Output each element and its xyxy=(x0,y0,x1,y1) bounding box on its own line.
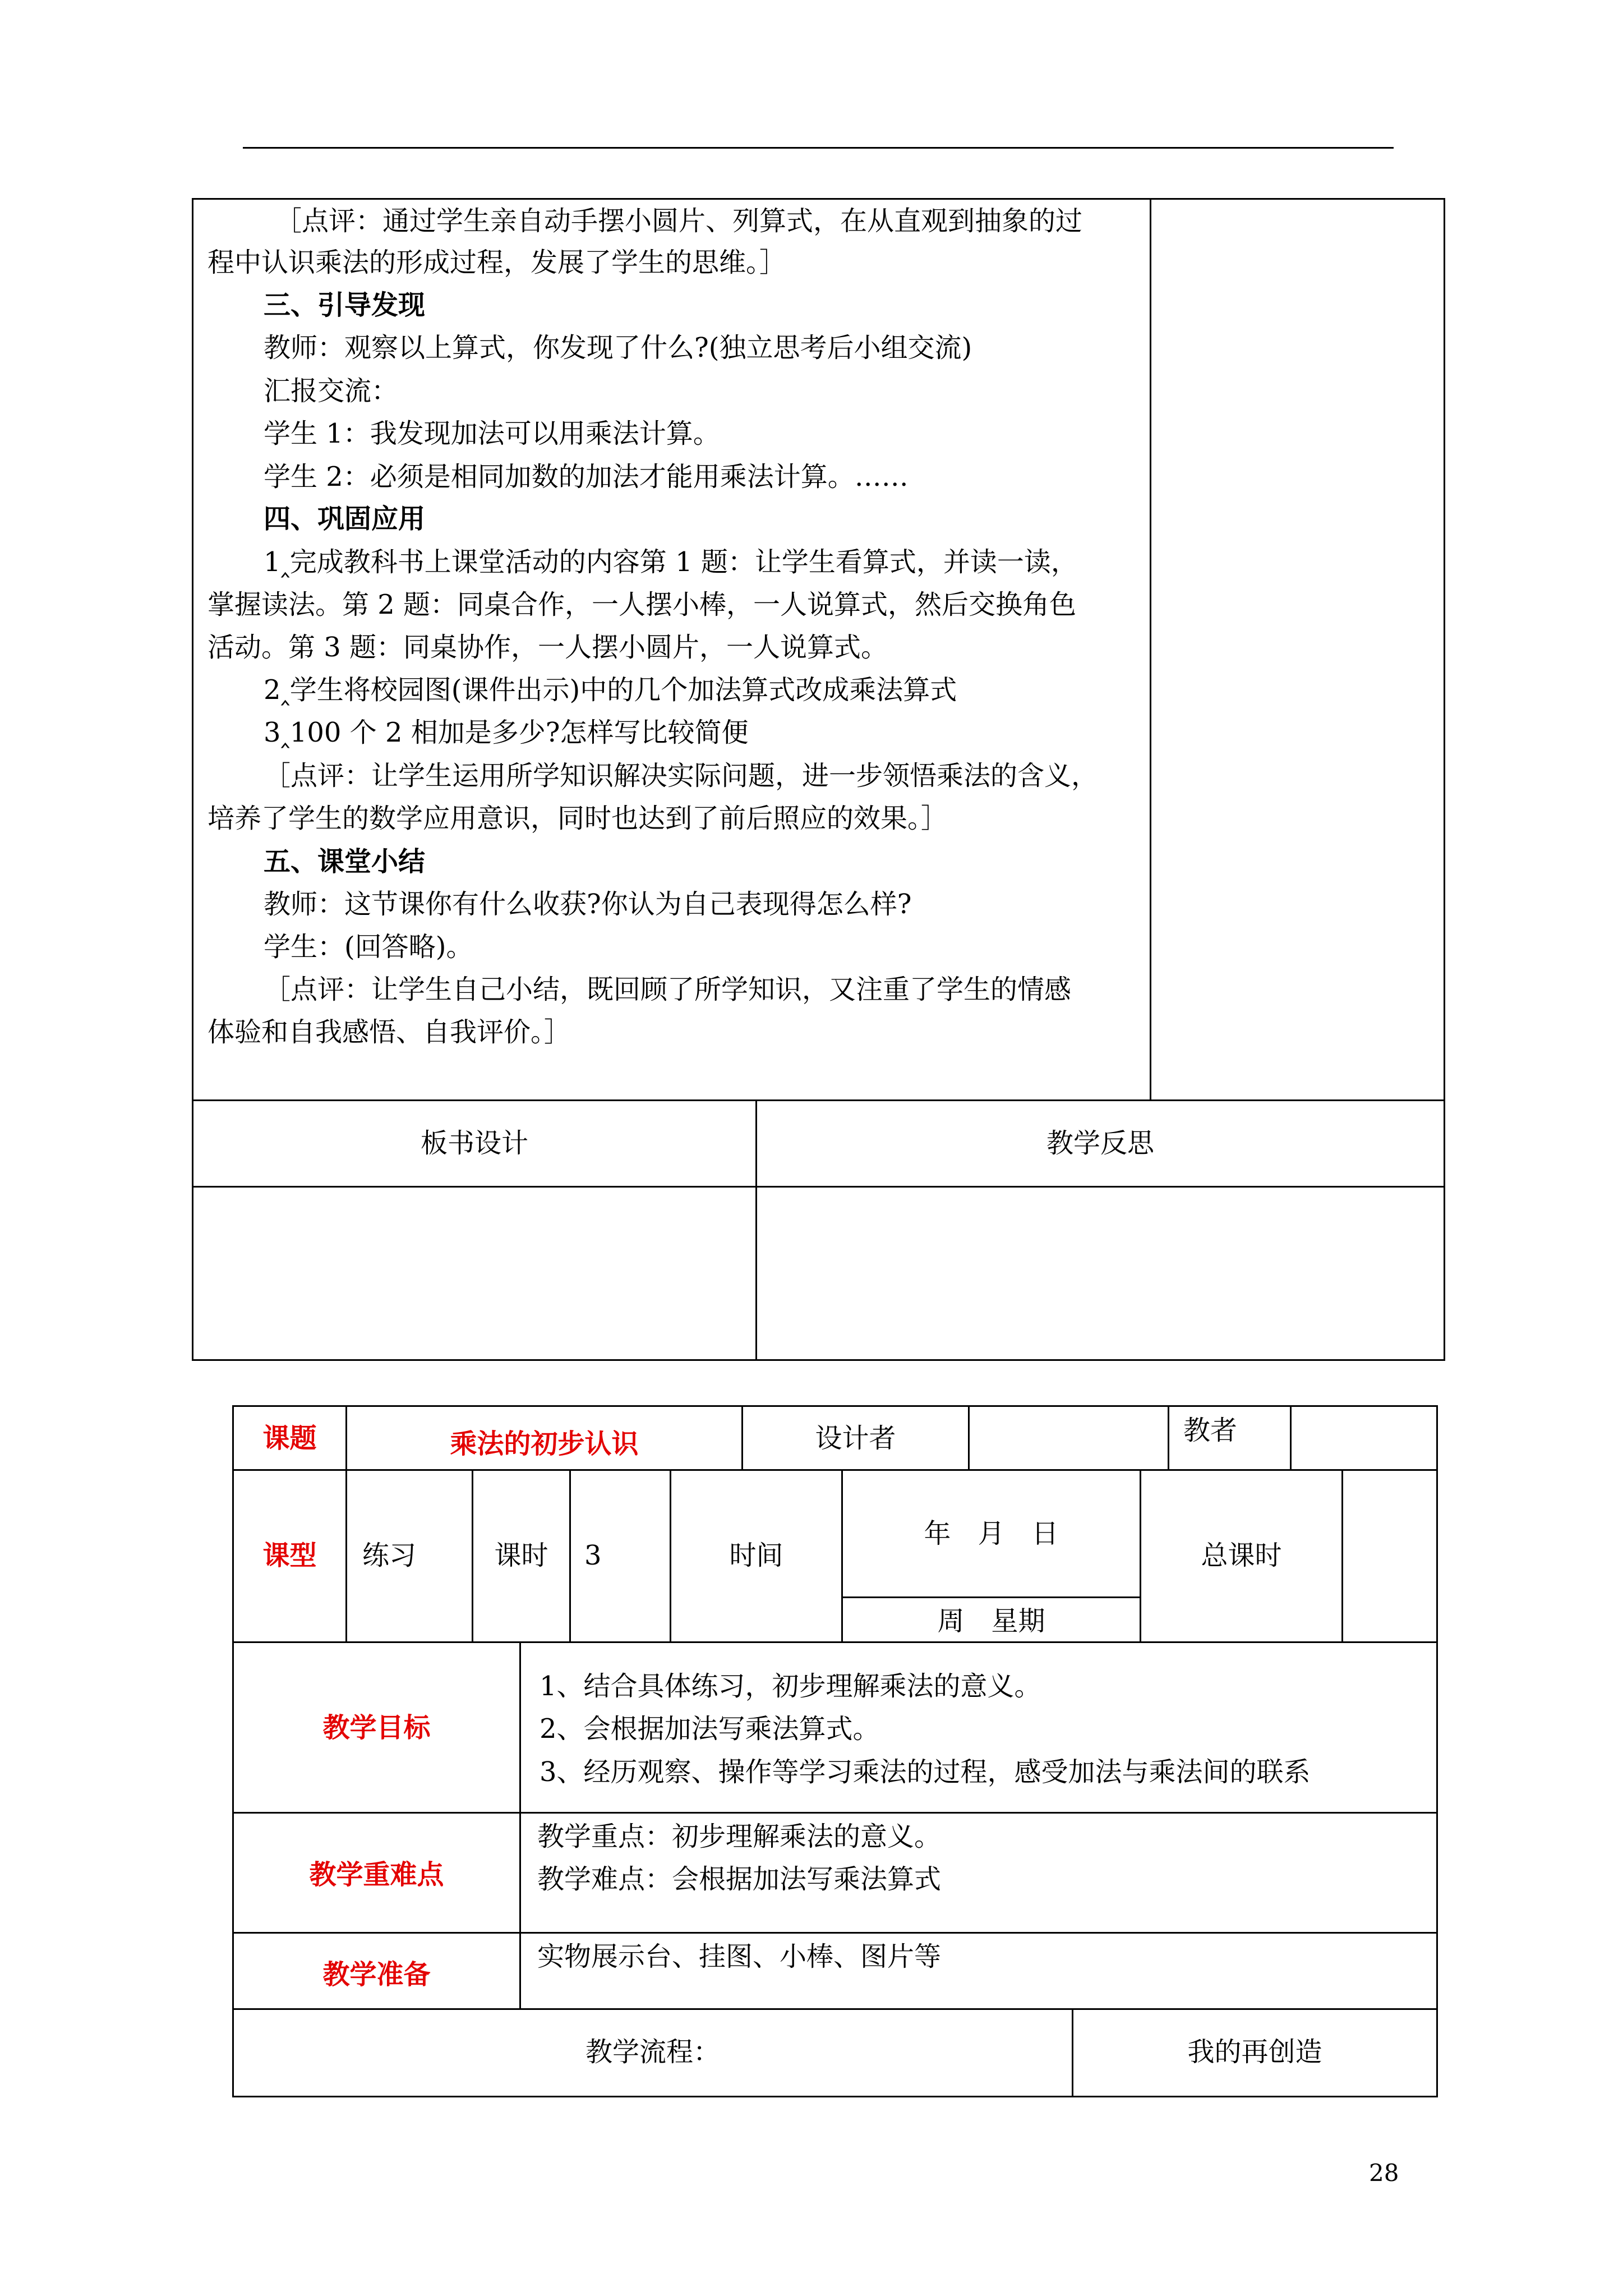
key-points-label: 教学重难点 xyxy=(309,1859,444,1890)
page-number: 28 xyxy=(1369,2159,1399,2187)
board-design-label: 板书设计 xyxy=(420,1128,528,1159)
total-periods-value xyxy=(1343,1471,1436,1641)
student-2-answer: 学生 2：必须是相同加数的加法才能用乘法计算。…… xyxy=(264,461,909,493)
recreate-label: 我的再创造 xyxy=(1187,2036,1322,2068)
week-line: 周 星期 xyxy=(937,1605,1045,1637)
section-heading-guide: 三、引导发现 xyxy=(264,289,426,321)
goal-item-2: 2、会根据加法写乘法算式。 xyxy=(540,1713,880,1745)
teaching-reflection-label: 教学反思 xyxy=(1046,1128,1154,1159)
key-point-focus: 教学重点：初步理解乘法的意义。 xyxy=(537,1821,942,1852)
student-1-answer: 学生 1：我发现加法可以用乘法计算。 xyxy=(264,418,720,449)
review-comment-1-cont: 程中认识乘法的形成过程，发展了学生的思维。］ xyxy=(208,247,787,278)
teacher-value xyxy=(1292,1407,1436,1469)
review-comment-2: ［点评：让学生运用所学知识解决实际问题，进一步领悟乘法的含义， xyxy=(264,760,1099,792)
designer-label: 设计者 xyxy=(815,1423,896,1454)
report-exchange: 汇报交流： xyxy=(264,375,399,407)
review-comment-3: ［点评：让学生自己小结，既回顾了所学知识，又注重了学生的情感 xyxy=(264,974,1072,1005)
review-comment-2-cont: 培养了学生的数学应用意识，同时也达到了前后照应的效果。］ xyxy=(208,803,948,834)
type-value: 练习 xyxy=(362,1540,417,1571)
practice-item-2: 2‸学生将校园图(课件出示)中的几个加法算式改成乘法算式 xyxy=(264,674,957,706)
topic-value: 乘法的初步认识 xyxy=(450,1428,639,1460)
review-comment-1: ［点评：通过学生亲自动手摆小圆片、列算式，在从直观到抽象的过 xyxy=(275,205,1083,237)
practice-item-1: 1‸完成教科书上课堂活动的内容第 1 题：让学生看算式，并读一读， xyxy=(264,546,1078,578)
total-periods-label: 总课时 xyxy=(1201,1540,1282,1571)
summary-teacher: 教师：这节课你有什么收获?你认为自己表现得怎么样? xyxy=(264,889,912,920)
time-label: 时间 xyxy=(729,1540,783,1571)
goal-item-3: 3、经历观察、操作等学习乘法的过程，感受加法与乘法间的联系 xyxy=(540,1756,1311,1788)
section-heading-practice: 四、巩固应用 xyxy=(264,503,426,535)
topic-label: 课题 xyxy=(262,1423,317,1454)
period-value: 3 xyxy=(584,1540,602,1571)
date-line: 年 月 日 xyxy=(924,1518,1059,1549)
prep-value: 实物展示台、挂图、小棒、图片等 xyxy=(537,1941,942,1972)
teacher-question: 教师：观察以上算式，你发现了什么?(独立思考后小组交流) xyxy=(264,332,972,364)
teacher-label: 教者 xyxy=(1183,1415,1238,1446)
practice-item-3: 3‸100 个 2 相加是多少?怎样写比较简便 xyxy=(264,717,749,748)
practice-item-1-cont-a: 掌握读法。第 2 题：同桌合作，一人摆小棒，一人说算式，然后交换角色 xyxy=(208,589,1077,620)
goal-item-1: 1、结合具体练习，初步理解乘法的意义。 xyxy=(540,1671,1041,1702)
review-comment-3-cont: 体验和自我感悟、自我评价。］ xyxy=(208,1016,571,1048)
section-heading-summary: 五、课堂小结 xyxy=(264,846,426,877)
designer-value xyxy=(970,1407,1168,1469)
summary-student: 学生：(回答略)。 xyxy=(264,931,473,963)
goals-label: 教学目标 xyxy=(322,1712,431,1743)
practice-item-1-cont-b: 活动。第 3 题：同桌协作，一人摆小圆片，一人说算式。 xyxy=(208,632,888,663)
key-point-difficulty: 教学难点：会根据加法写乘法算式 xyxy=(537,1864,942,1895)
type-label: 课型 xyxy=(262,1540,317,1571)
period-label: 课时 xyxy=(494,1540,548,1571)
prep-label: 教学准备 xyxy=(322,1959,431,1990)
header-rule xyxy=(243,147,1394,149)
teaching-flow-label: 教学流程： xyxy=(585,2036,720,2068)
